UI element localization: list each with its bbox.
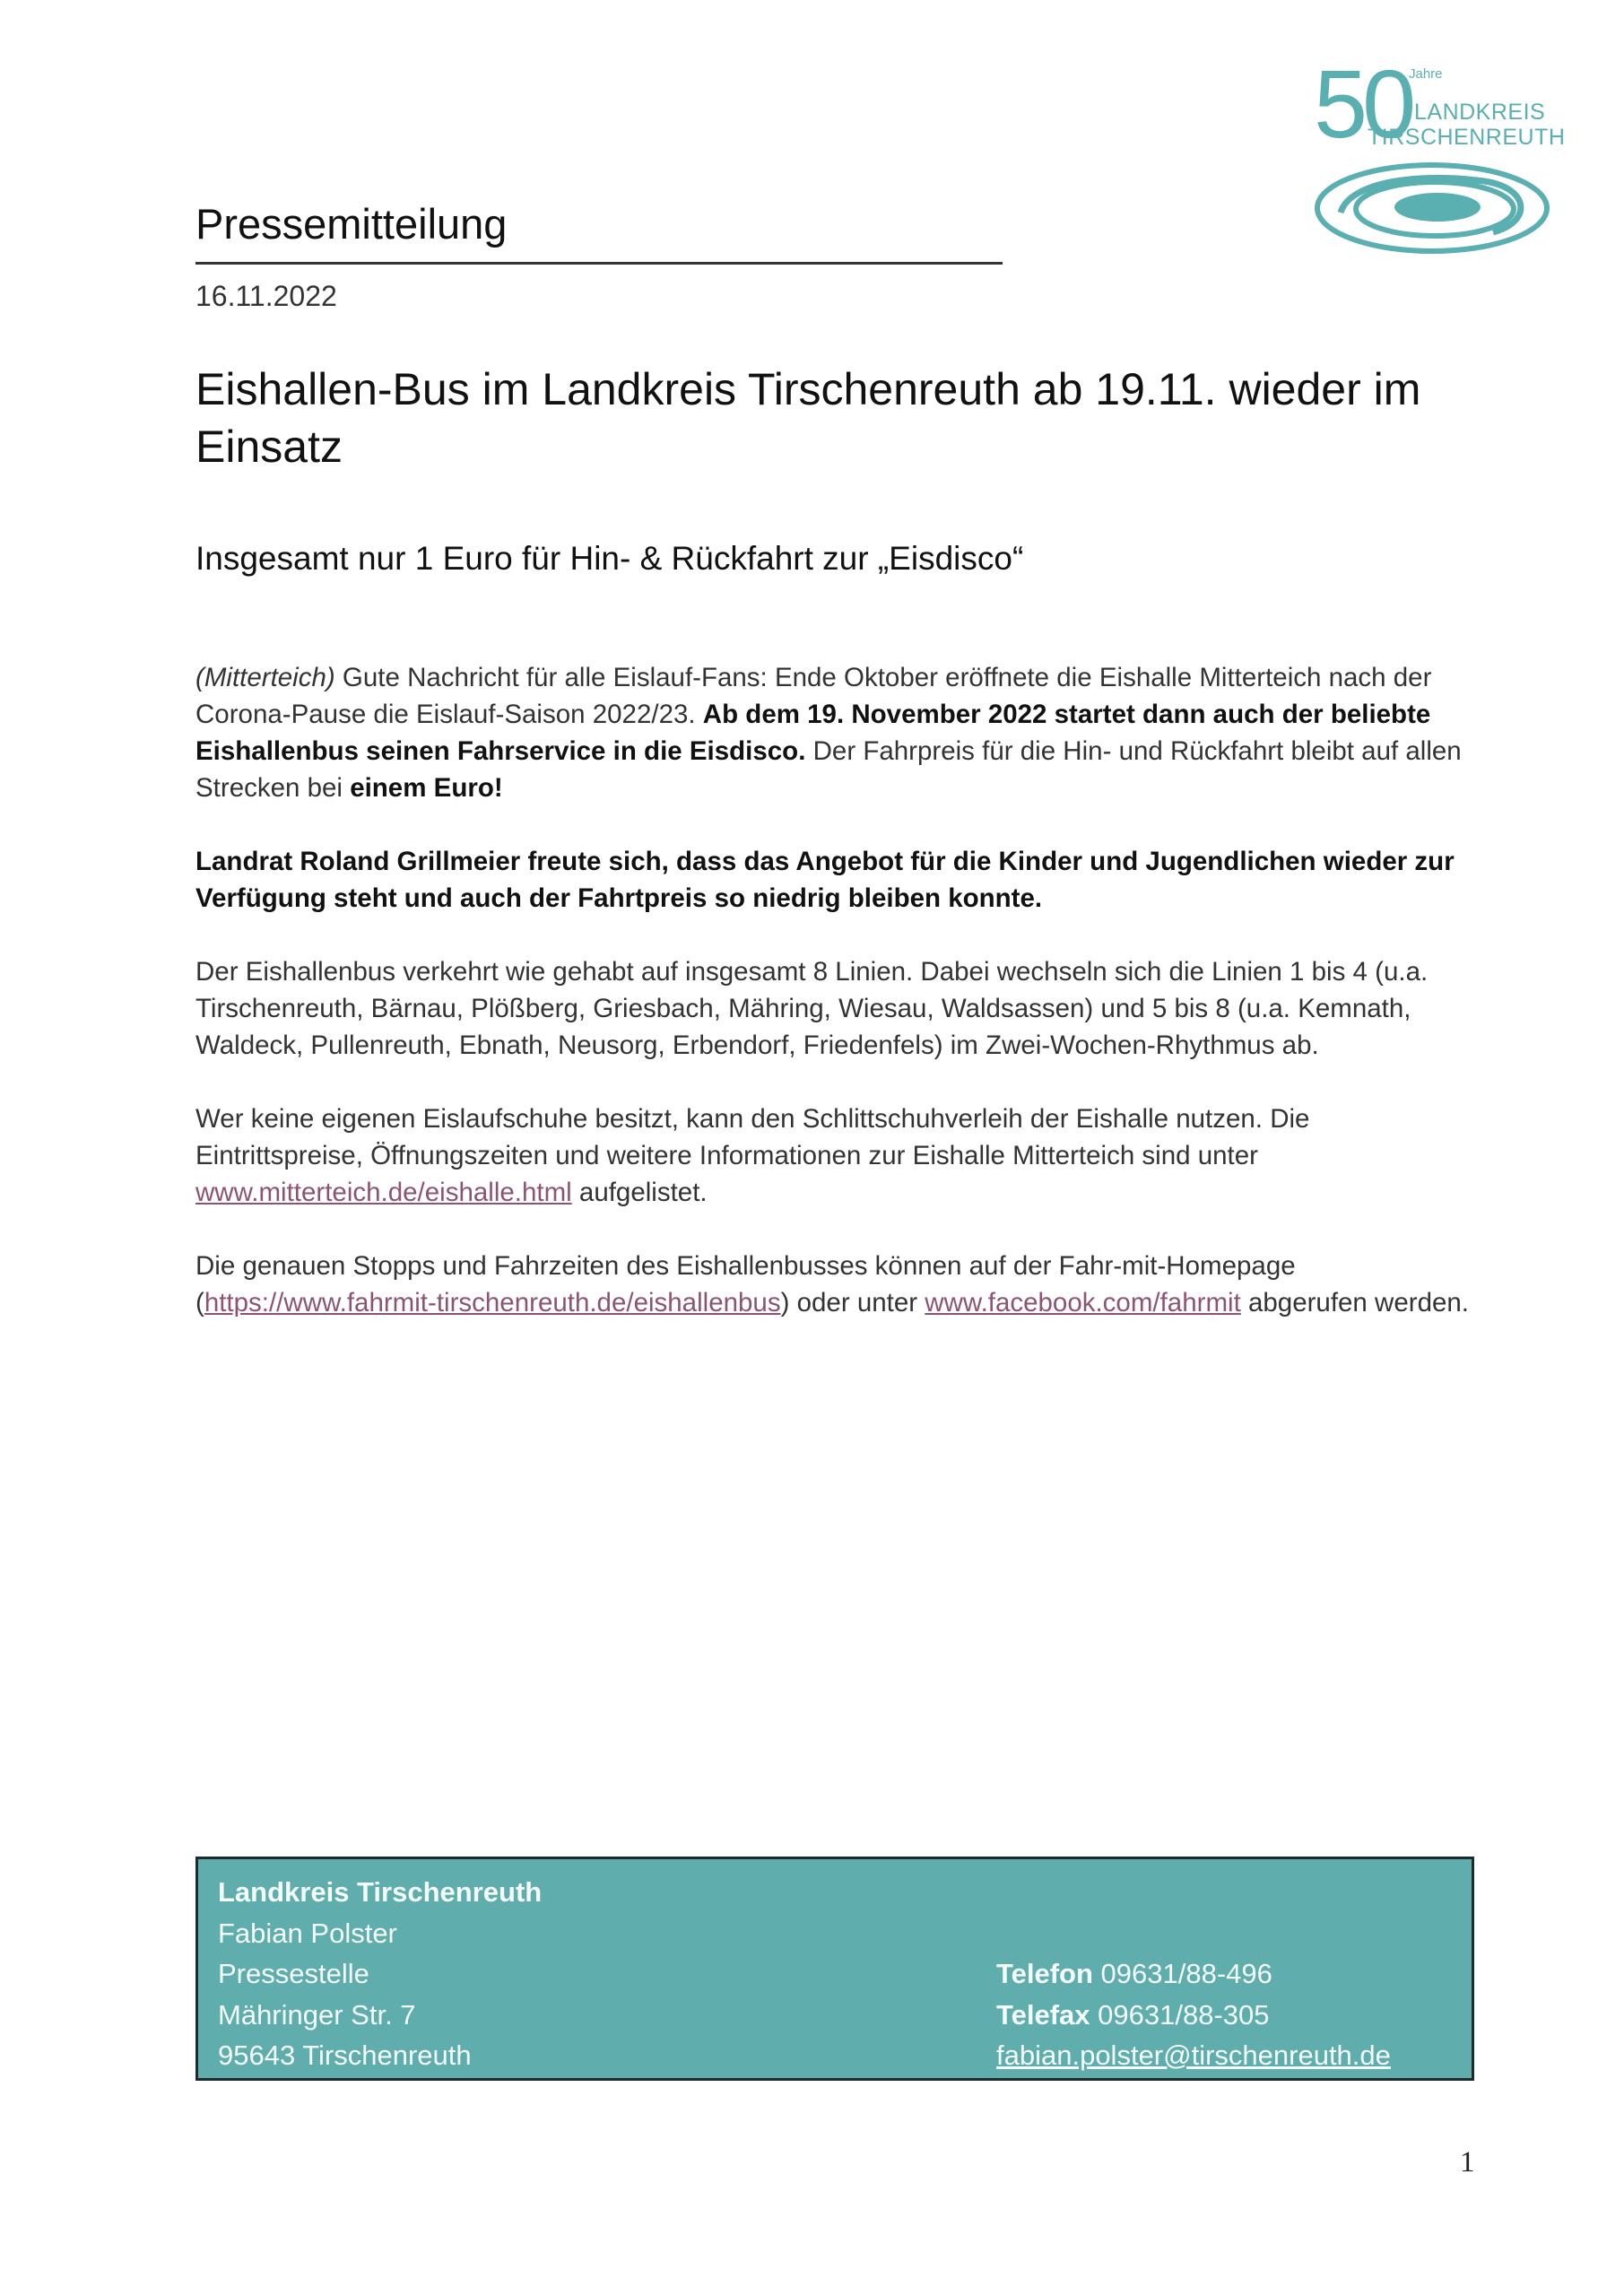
contact-address xyxy=(218,1872,542,2076)
paragraph-4-text: Wer keine eigenen Eislaufschuhe besitzt, kann den Schlittschuhverleih der Eishalle nutzen. Die Eintrittspreise, Öffnungszeiten und weitere Informationen zur Eishalle Mitterteich sind unter xyxy=(195,1104,1310,1170)
paragraph-4 xyxy=(195,1100,1478,1211)
article-body xyxy=(195,659,1478,1358)
location-tag: (Mitterteich) xyxy=(195,663,335,692)
logo-number: 50 xyxy=(1314,49,1411,158)
page-number: 1 xyxy=(1460,2146,1475,2179)
title-underline xyxy=(195,262,1003,265)
contact-dept: Pressestelle xyxy=(218,1958,369,1989)
logo-jahre: Jahre xyxy=(1409,66,1443,82)
paragraph-5 xyxy=(195,1248,1478,1321)
paragraph-3: Der Eishallenbus verkehrt wie gehabt auf insgesamt 8 Linien. Dabei wechseln sich die Linien 1 bis 4 (u.a. Tirschenreuth, Bärnau, Plößberg, Griesbach, Mähring, Wiesau, Waldsassen) und 5 bis 8 (u.a. Kemnath, Waldeck, Pullenreuth, Ebnath, Neusorg, Erbendorf, Friedenfels) im Zwei-Wochen-Rhythmus ab. xyxy=(195,957,1429,1060)
contact-street: Mähringer Str. 7 xyxy=(218,1998,416,2031)
contact-name: Fabian Polster xyxy=(218,1917,397,1949)
contact-box xyxy=(195,1857,1474,2081)
contact-phone xyxy=(996,1953,1391,1995)
paragraph-2 xyxy=(195,843,1478,917)
fax-label: Telefax xyxy=(996,1998,1090,2031)
district-logo xyxy=(1314,49,1566,262)
mitterteich-link[interactable]: www.mitterteich.de/eishalle.html xyxy=(195,1178,572,1207)
contact-email-link[interactable]: fabian.polster@tirschenreuth.de xyxy=(996,2039,1391,2071)
contact-org: Landkreis Tirschenreuth xyxy=(218,1876,543,1908)
paragraph-5-text3: abgerufen werden. xyxy=(1240,1288,1469,1318)
paragraph-5-text: Die genauen Stopps und Fahrzeiten des Eishallenbusses können auf der Fahr-mit-Homepage ( xyxy=(195,1251,1296,1318)
fahrmit-link[interactable]: https://www.fahrmit-tirschenreuth.de/eishallenbus xyxy=(204,1288,781,1318)
subheadline: Insgesamt nur 1 Euro für Hin- & Rückfahrt zur „Eisdisco“ xyxy=(195,540,1024,577)
paragraph-1-bold: Ab dem 19. November 2022 startet dann auch der beliebte Eishallenbus seinen Fahrservice in die Eisdisco. xyxy=(195,700,1431,766)
ripple-icon xyxy=(1314,159,1551,257)
paragraph-1-bold2: einem Euro! xyxy=(350,773,503,803)
logo-line2: TIRSCHENREUTH xyxy=(1368,125,1566,150)
contact-details xyxy=(996,1953,1391,2076)
contact-fax xyxy=(996,1995,1391,2036)
contact-city: 95643 Tirschenreuth xyxy=(218,2039,472,2071)
fax-number: 09631/88-305 xyxy=(1090,1998,1270,2031)
headline: Eishallen-Bus im Landkreis Tirschenreuth ab 19.11. wieder im Einsatz xyxy=(195,364,1421,472)
release-date: 16.11.2022 xyxy=(195,280,337,312)
phone-label: Telefon xyxy=(996,1958,1093,1989)
paragraph-1-text: Gute Nachricht für alle Eislauf-Fans: Ende Oktober eröffnete die Eishalle Mitterteich nach der Corona-Pause die Eislauf-Saison 2022/23. xyxy=(195,663,1432,729)
paragraph-1-text2: Der Fahrpreis für die Hin- und Rückfahrt bleibt auf allen Strecken bei xyxy=(195,736,1462,803)
paragraph-2-bold: Landrat Roland Grillmeier freute sich, dass das Angebot für die Kinder und Jugendlichen wieder zur Verfügung steht und auch der Fahrtpreis so niedrig bleiben konnte. xyxy=(195,847,1455,913)
phone-number: 09631/88-496 xyxy=(1092,1958,1272,1989)
paragraph-5-text2: ) oder unter xyxy=(780,1288,925,1318)
facebook-link[interactable]: www.facebook.com/fahrmit xyxy=(925,1288,1241,1318)
logo-line1: LANDKREIS xyxy=(1414,100,1546,125)
paragraph-4-text2: aufgelistet. xyxy=(571,1178,708,1207)
paragraph-1 xyxy=(195,659,1478,806)
document-type-title: Pressemitteilung xyxy=(195,200,508,248)
